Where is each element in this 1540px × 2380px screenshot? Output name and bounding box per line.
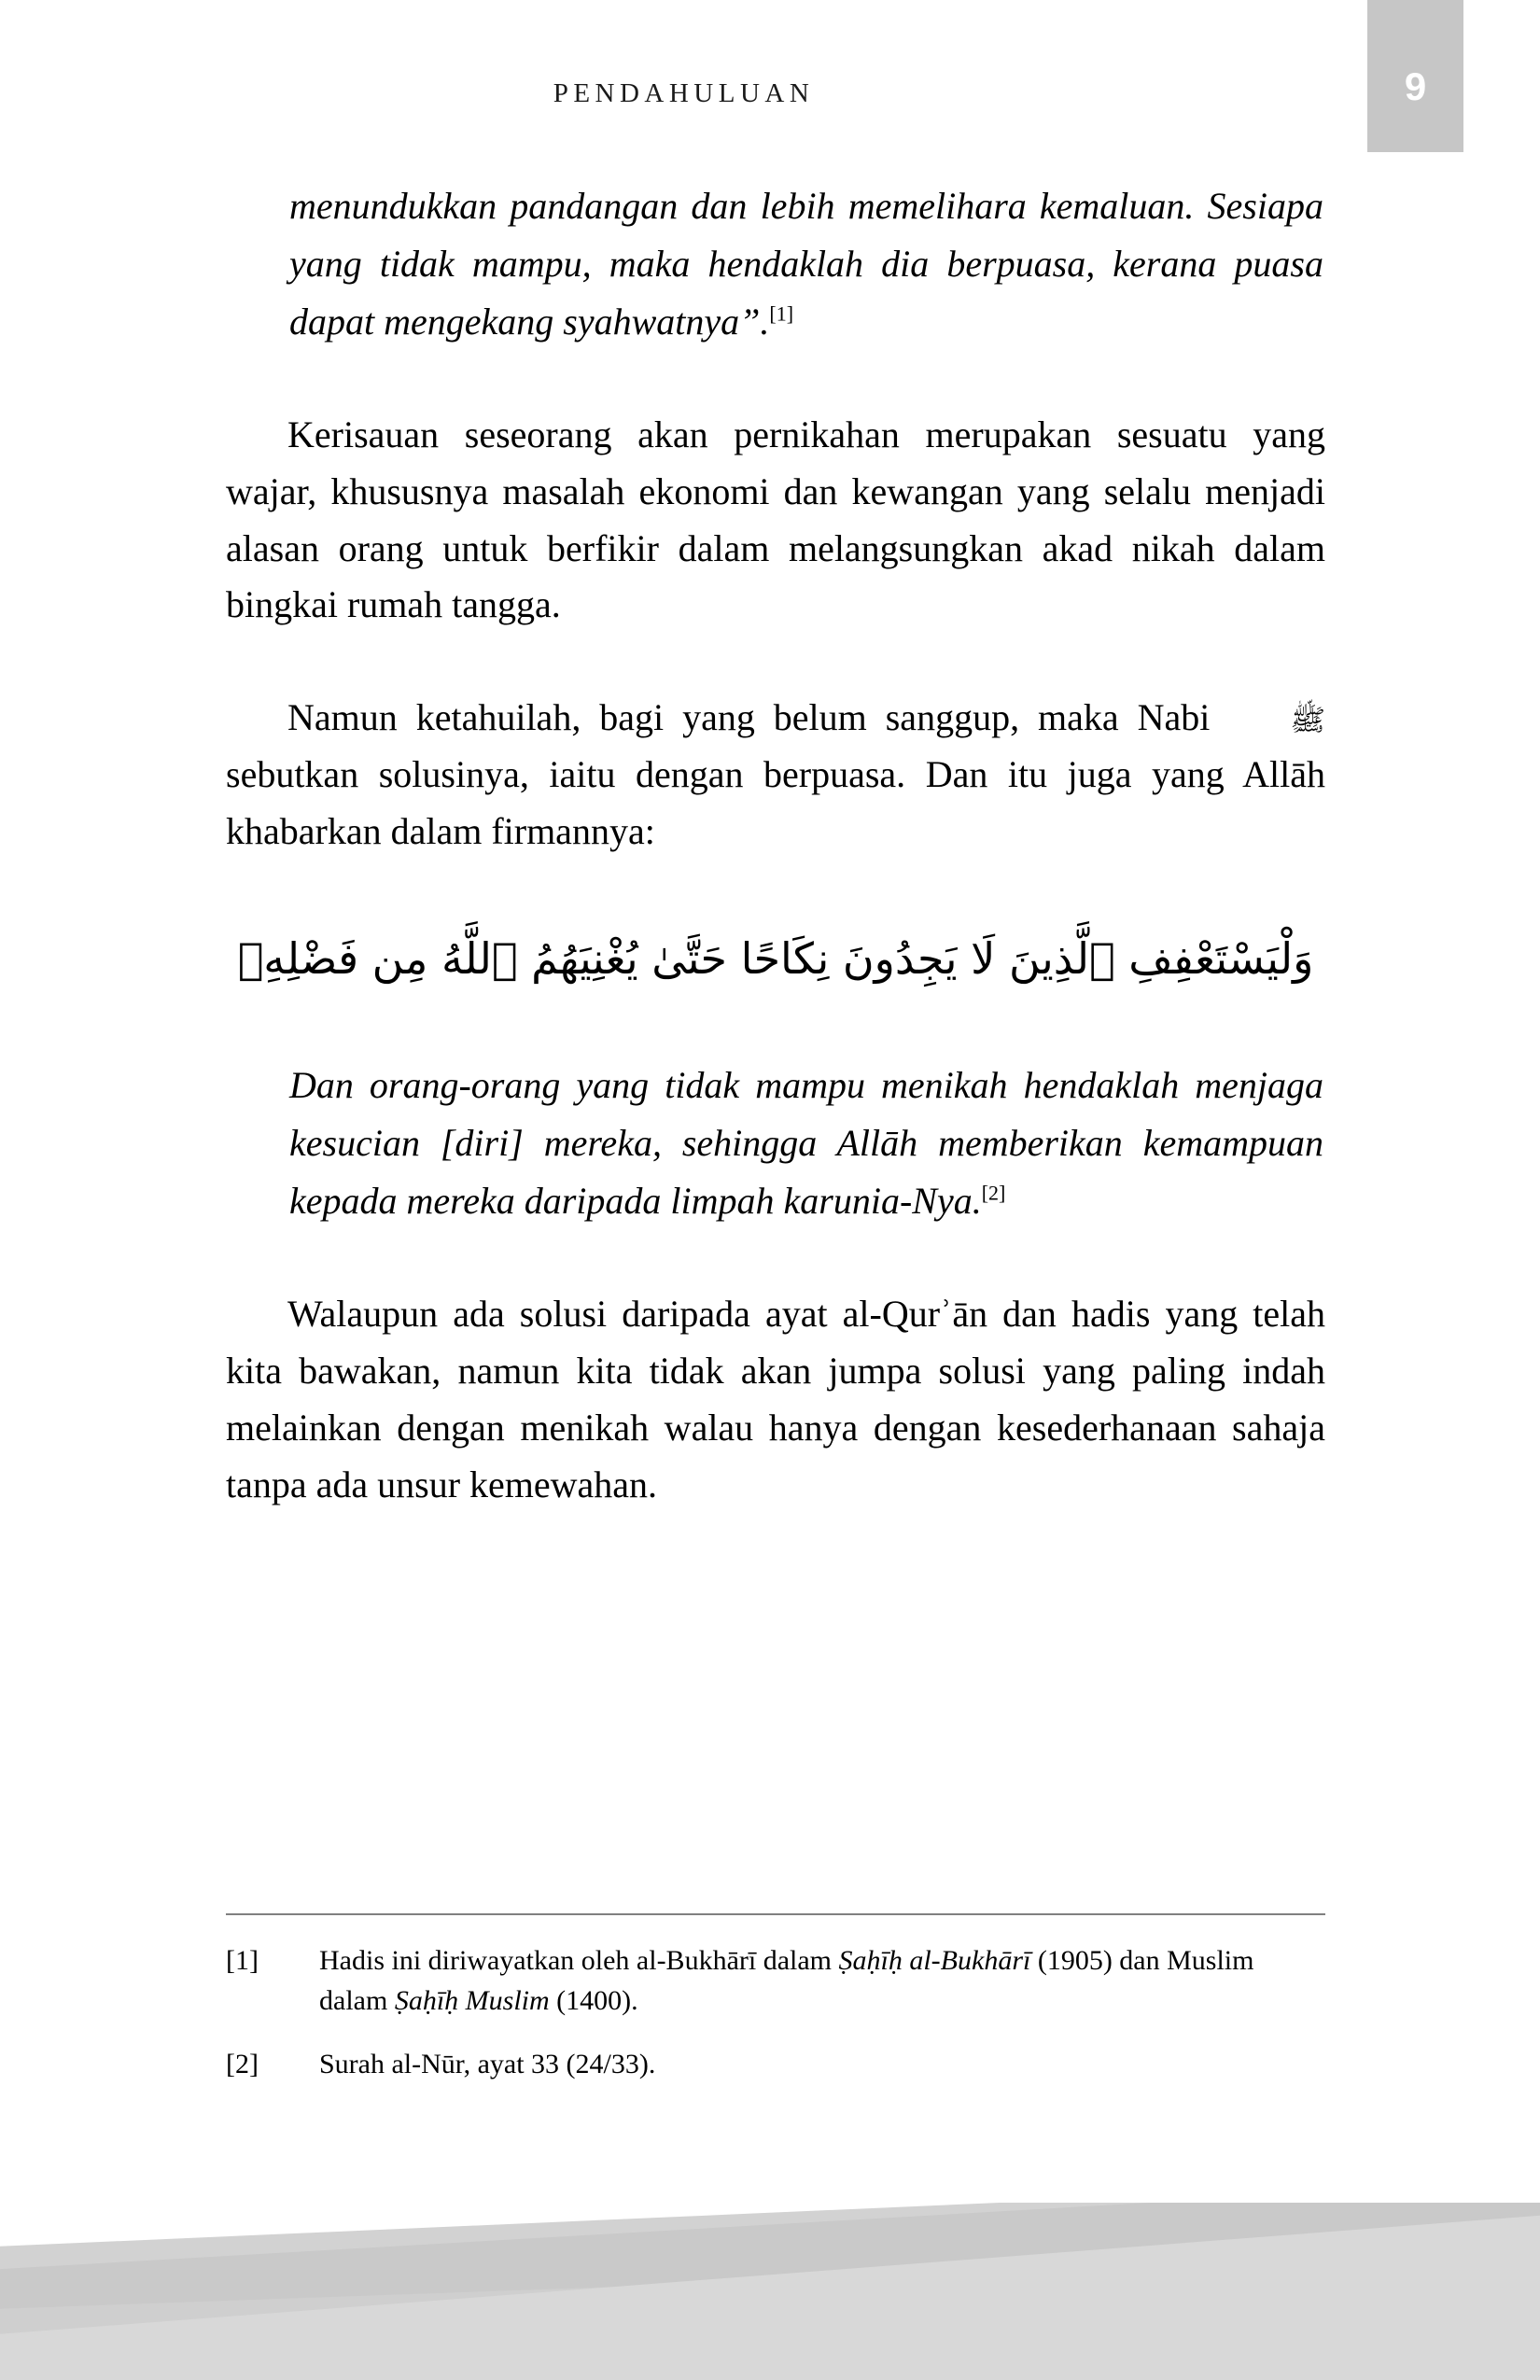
ayah-translation-text: [289, 1057, 1323, 1230]
footnote-text-after: (1400).: [549, 1984, 638, 2016]
footnote-text-before: Hadis ini diriwayatkan oleh al-Bukhārī dalam: [319, 1945, 839, 1976]
footnote-marker: [2]: [226, 2049, 259, 2080]
footnote-item: [226, 2045, 1325, 2085]
ayah-translation-block: [226, 1057, 1325, 1230]
spacer: [226, 989, 1325, 1057]
page-number: 9: [1404, 64, 1427, 108]
footnote-text: [319, 2045, 1325, 2085]
hadith-quote-continuation: [226, 177, 1325, 351]
text-column: [226, 177, 1325, 1513]
paragraph-walaupun: Walaupun ada solusi daripada ayat al-Qurʾān dan hadis yang telah kita bawakan, namun kita tidak akan jumpa solusi yang paling indah melainkan dengan menikah walau hanya dengan kesederhanaan sahaja tanpa ada unsur kemewahan.: [226, 1293, 1325, 1505]
hadith-quote-body: menundukkan pandangan dan lebih memelihara kemaluan. Sesiapa yang tidak mampu, maka hendaklah dia berpuasa, kerana puasa dapat mengekang syahwatnya”.: [289, 185, 1323, 343]
footnotes-section: [226, 1913, 1325, 2109]
footnote-ref-2[interactable]: [2]: [981, 1181, 1006, 1205]
paragraph-kerisauan: Kerisauan seseorang akan pernikahan merupakan sesuatu yang wajar, khususnya masalah ekonomi dan kewangan yang selalu menjadi alasan orang untuk berfikir dalam melangsungkan akad nikah dalam bingkai rumah tangga.: [226, 413, 1325, 626]
footnote-title-sahih-muslim: Ṣaḥīḥ Muslim: [394, 1984, 550, 2016]
footnote-item: [226, 1941, 1325, 2021]
paragraph-namun-part1: Namun ketahuilah, bagi yang belum sanggup, maka Nabi: [287, 696, 1229, 739]
ayah-translation-body: Dan orang-orang yang tidak mampu menikah hendaklah menjaga kesucian [diri] mereka, sehingga Allāh memberikan kemampuan kepada mereka daripada limpah karunia-Nya.: [289, 1064, 1323, 1223]
spacer: [226, 634, 1325, 690]
footnote-title-sahih-bukhari: Ṣaḥīḥ al-Bukhārī: [838, 1945, 1031, 1976]
page-stack-sheet: [0, 2203, 1540, 2380]
spacer: [226, 1230, 1325, 1286]
footnote-ref-1[interactable]: [1]: [769, 301, 794, 326]
quran-ayah-arabic: وَلْيَسْتَعْفِفِ ٱلَّذِينَ لَا يَجِدُونَ نِكَاحًا حَتَّىٰ يُغْنِيَهُمُ ٱللَّهُ مِن فَضْلِهِۛ: [237, 932, 1314, 984]
paragraph-namun-part2: sebutkan solusinya, iaitu dengan berpuasa. Dan itu juga yang Allāh khabarkan dalam firmannya:: [226, 752, 1325, 852]
running-header: PENDAHULUAN: [553, 78, 815, 108]
paragraph-namun-ketahuilah: Namun ketahuilah, bagi yang belum sanggup, maka Nabi ﷺ sebutkan solusinya, iaitu dengan berpuasa. Dan itu juga yang Allāh khabarkan dalam firmannya:: [226, 696, 1325, 852]
page-stack-sheet: [0, 2247, 1540, 2380]
page-stack-edge: [0, 2203, 1540, 2380]
footnote-marker: [1]: [226, 1945, 259, 1976]
footnote-separator: [226, 1913, 1325, 1915]
footnote-text-middle: (1905) dan Muslim dalam: [319, 1945, 1254, 2016]
spacer: [226, 351, 1325, 407]
page-stack-sheet: [0, 2203, 1540, 2380]
hadith-quote-text: [289, 177, 1323, 351]
page-number-box: [1367, 0, 1463, 152]
footnote-text-before: Surah al-Nūr, ayat 33 (24/33).: [319, 2049, 656, 2080]
page-stack-sheet: [0, 2203, 1540, 2380]
spacer: [226, 861, 1325, 928]
footnote-text: [319, 1941, 1325, 2021]
